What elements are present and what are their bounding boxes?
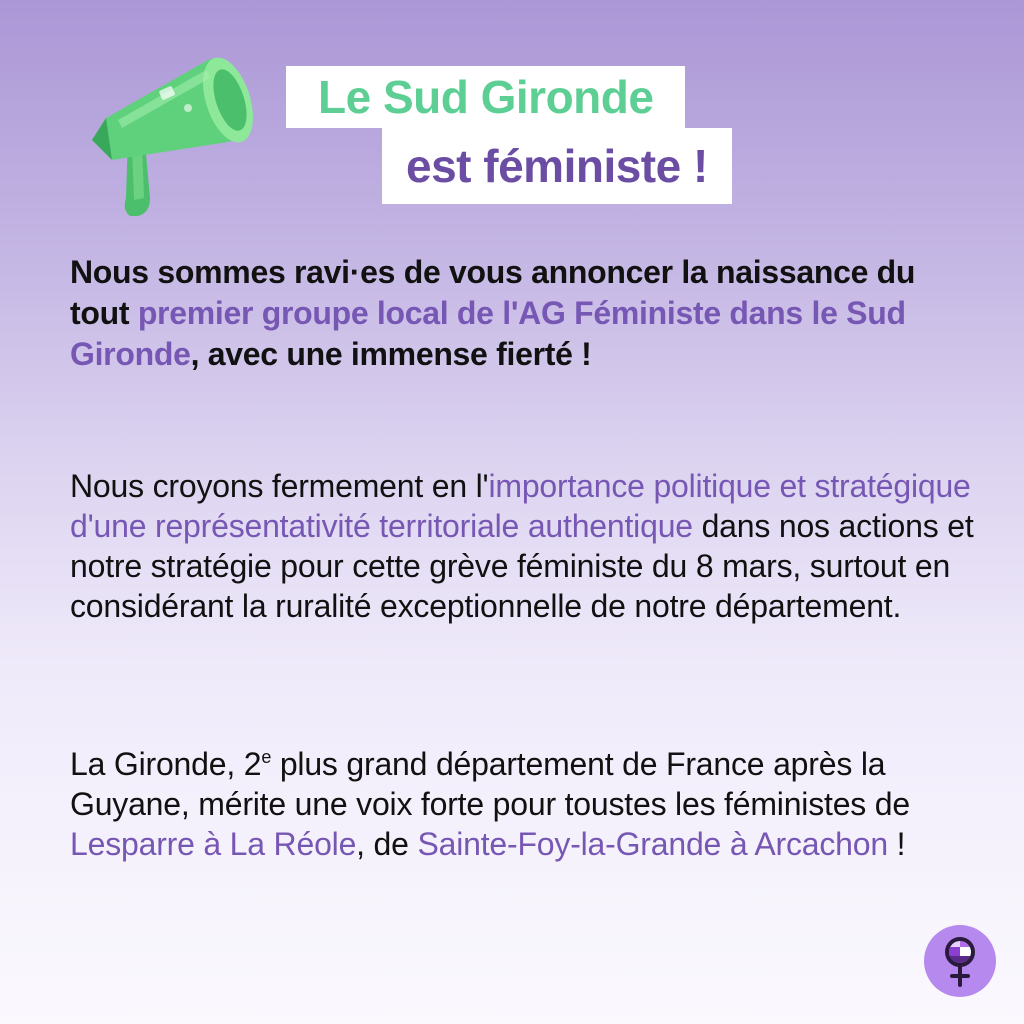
paragraph-text: plus grand département de France après la Guyane, mérite une voix forte pour toustes les féministes de	[70, 746, 910, 822]
paragraph-text: La Gironde, 2	[70, 746, 262, 782]
paragraph-highlight: importance politique et stratégique d'une représentativité territoriale authentique	[70, 468, 971, 544]
ordinal-superscript: e	[261, 747, 272, 767]
intro-text-end: , avec une immense fierté !	[190, 336, 592, 372]
paragraph-text-end: !	[887, 826, 906, 862]
feminist-symbol-badge	[924, 925, 996, 997]
paragraph-gironde	[70, 744, 980, 864]
place-highlight-sainte-foy: Sainte-Foy-la-Grande à Arcachon	[417, 826, 888, 862]
intro-paragraph	[70, 252, 970, 375]
feminist-symbol-icon	[924, 925, 996, 997]
title-line-2: est féministe !	[382, 128, 732, 204]
intro-text: Nous sommes ravi·es de vous annoncer la naissance du tout	[70, 254, 916, 331]
paragraph-text: Nous croyons fermement en l'	[70, 468, 489, 504]
paragraph-importance	[70, 466, 980, 626]
megaphone-icon	[88, 48, 253, 223]
paragraph-text: , de	[356, 826, 418, 862]
place-highlight-lesparre: Lesparre à La Réole	[70, 826, 357, 862]
intro-highlight: premier groupe local de l'AG Féministe dans le Sud Gironde	[70, 295, 906, 372]
paragraph-text-end: dans nos actions et notre stratégie pour cette grève féministe du 8 mars, surtout en considérant la ruralité exceptionnelle de notre département.	[70, 508, 974, 624]
title-line-1: Le Sud Gironde	[286, 66, 685, 128]
